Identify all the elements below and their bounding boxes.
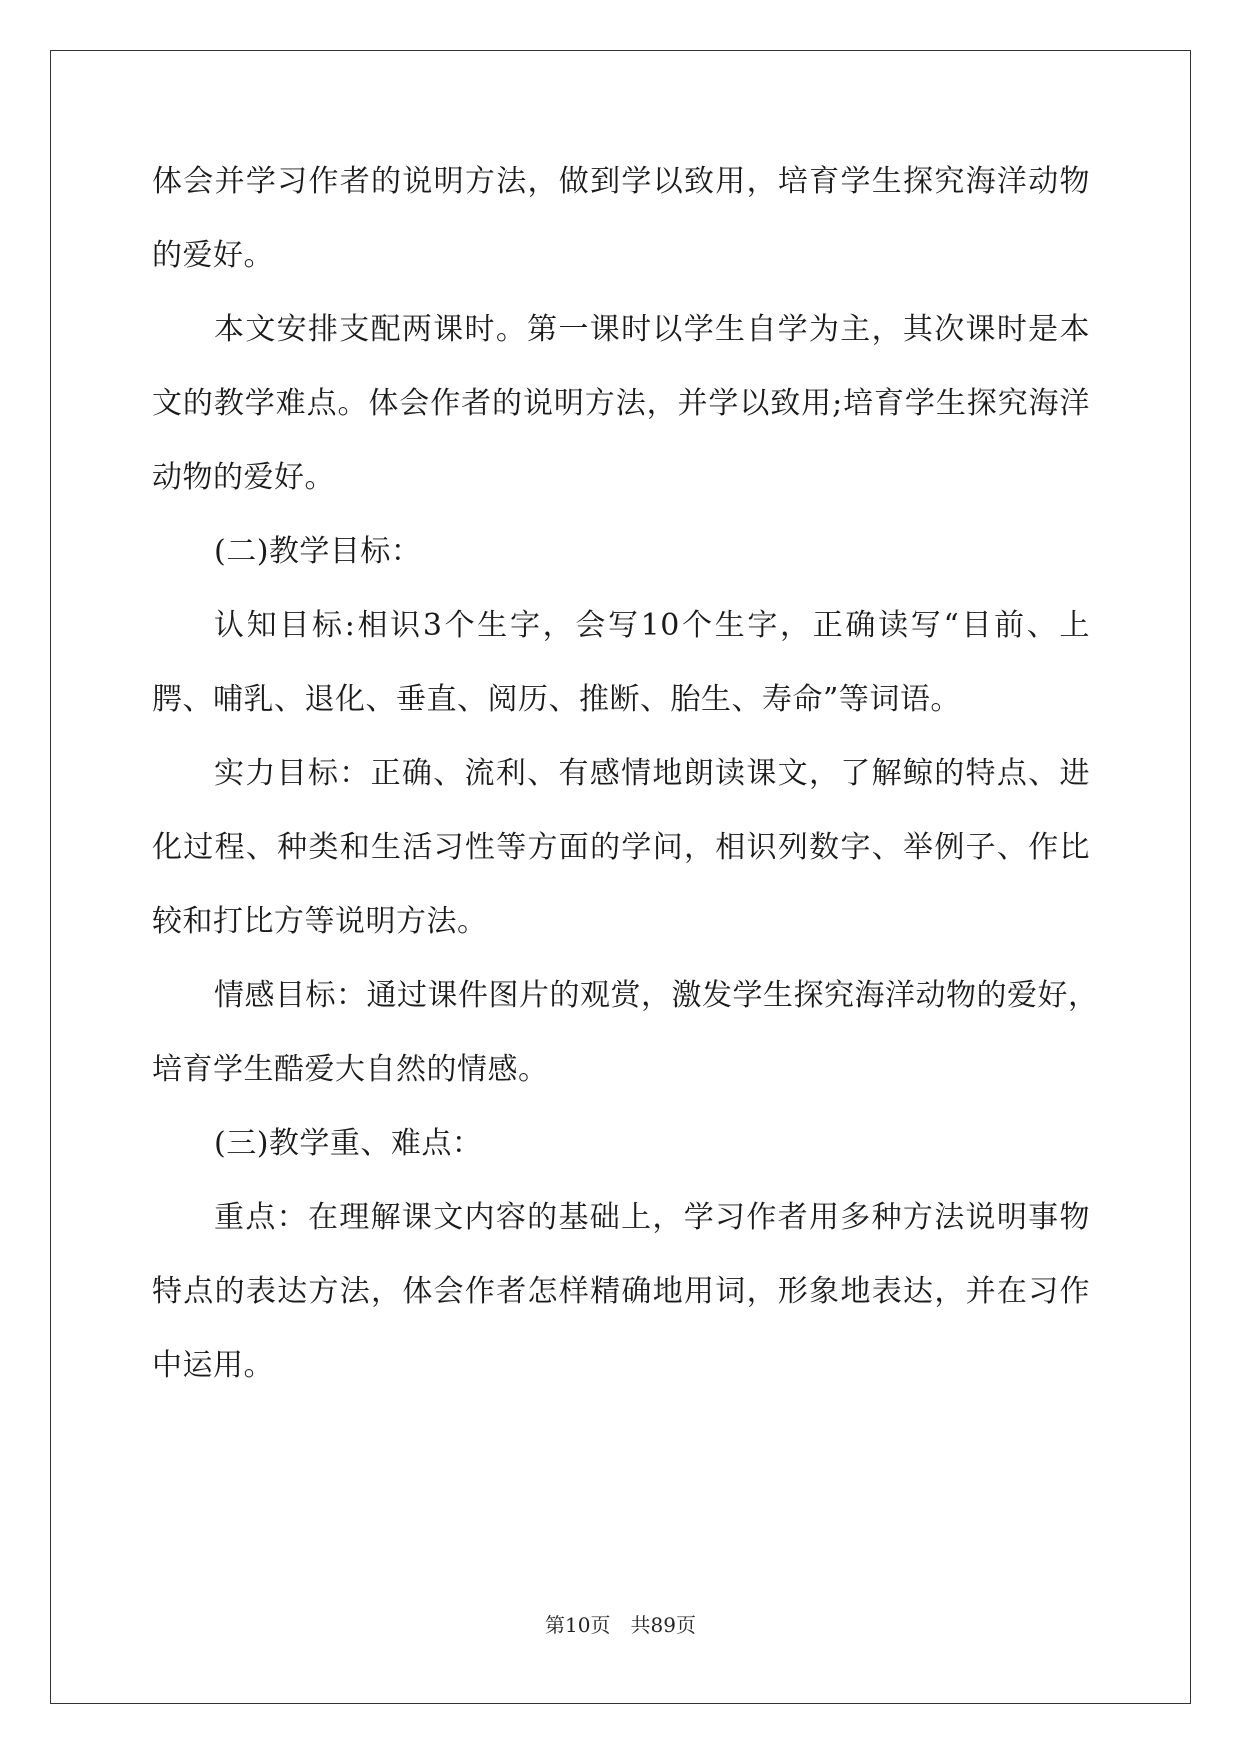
text-line: 文的教学难点。体会作者的说明方法，并学以致用;培育学生探究海洋 bbox=[152, 386, 1090, 421]
text-line: 体会并学习作者的说明方法，做到学以致用，培育学生探究海洋动物 bbox=[152, 164, 1090, 199]
text-line: 特点的表达方法，体会作者怎样精确地用词，形象地表达，并在习作 bbox=[152, 1274, 1090, 1309]
text-line: 较和打比方等说明方法。 bbox=[152, 904, 488, 939]
text-line: 重点：在理解课文内容的基础上，学习作者用多种方法说明事物 bbox=[214, 1200, 1090, 1235]
text-line: 认知目标:相识3个生字，会写10个生字，正确读写“目前、上 bbox=[214, 608, 1090, 643]
section-heading: (三)教学重、难点： bbox=[214, 1126, 483, 1161]
text-line: 实力目标：正确、流利、有感情地朗读课文，了解鲸的特点、进 bbox=[214, 756, 1090, 791]
text-line: 培育学生酷爱大自然的情感。 bbox=[152, 1052, 549, 1087]
page-border bbox=[50, 50, 1191, 1704]
section-heading: (二)教学目标： bbox=[214, 534, 422, 569]
text-line: 腭、哺乳、退化、垂直、阅历、推断、胎生、寿命”等词语。 bbox=[152, 682, 961, 717]
page-number-footer: 第10页 共89页 bbox=[545, 1613, 696, 1637]
text-line: 化过程、种类和生活习性等方面的学问，相识列数字、举例子、作比 bbox=[152, 830, 1090, 865]
text-line: 的爱好。 bbox=[152, 238, 274, 273]
text-line: 动物的爱好。 bbox=[152, 460, 335, 495]
text-line: 情感目标：通过课件图片的观赏，激发学生探究海洋动物的爱好， bbox=[214, 978, 1099, 1013]
text-line: 中运用。 bbox=[152, 1348, 274, 1383]
text-line: 本文安排支配两课时。第一课时以学生自学为主，其次课时是本 bbox=[214, 312, 1090, 347]
